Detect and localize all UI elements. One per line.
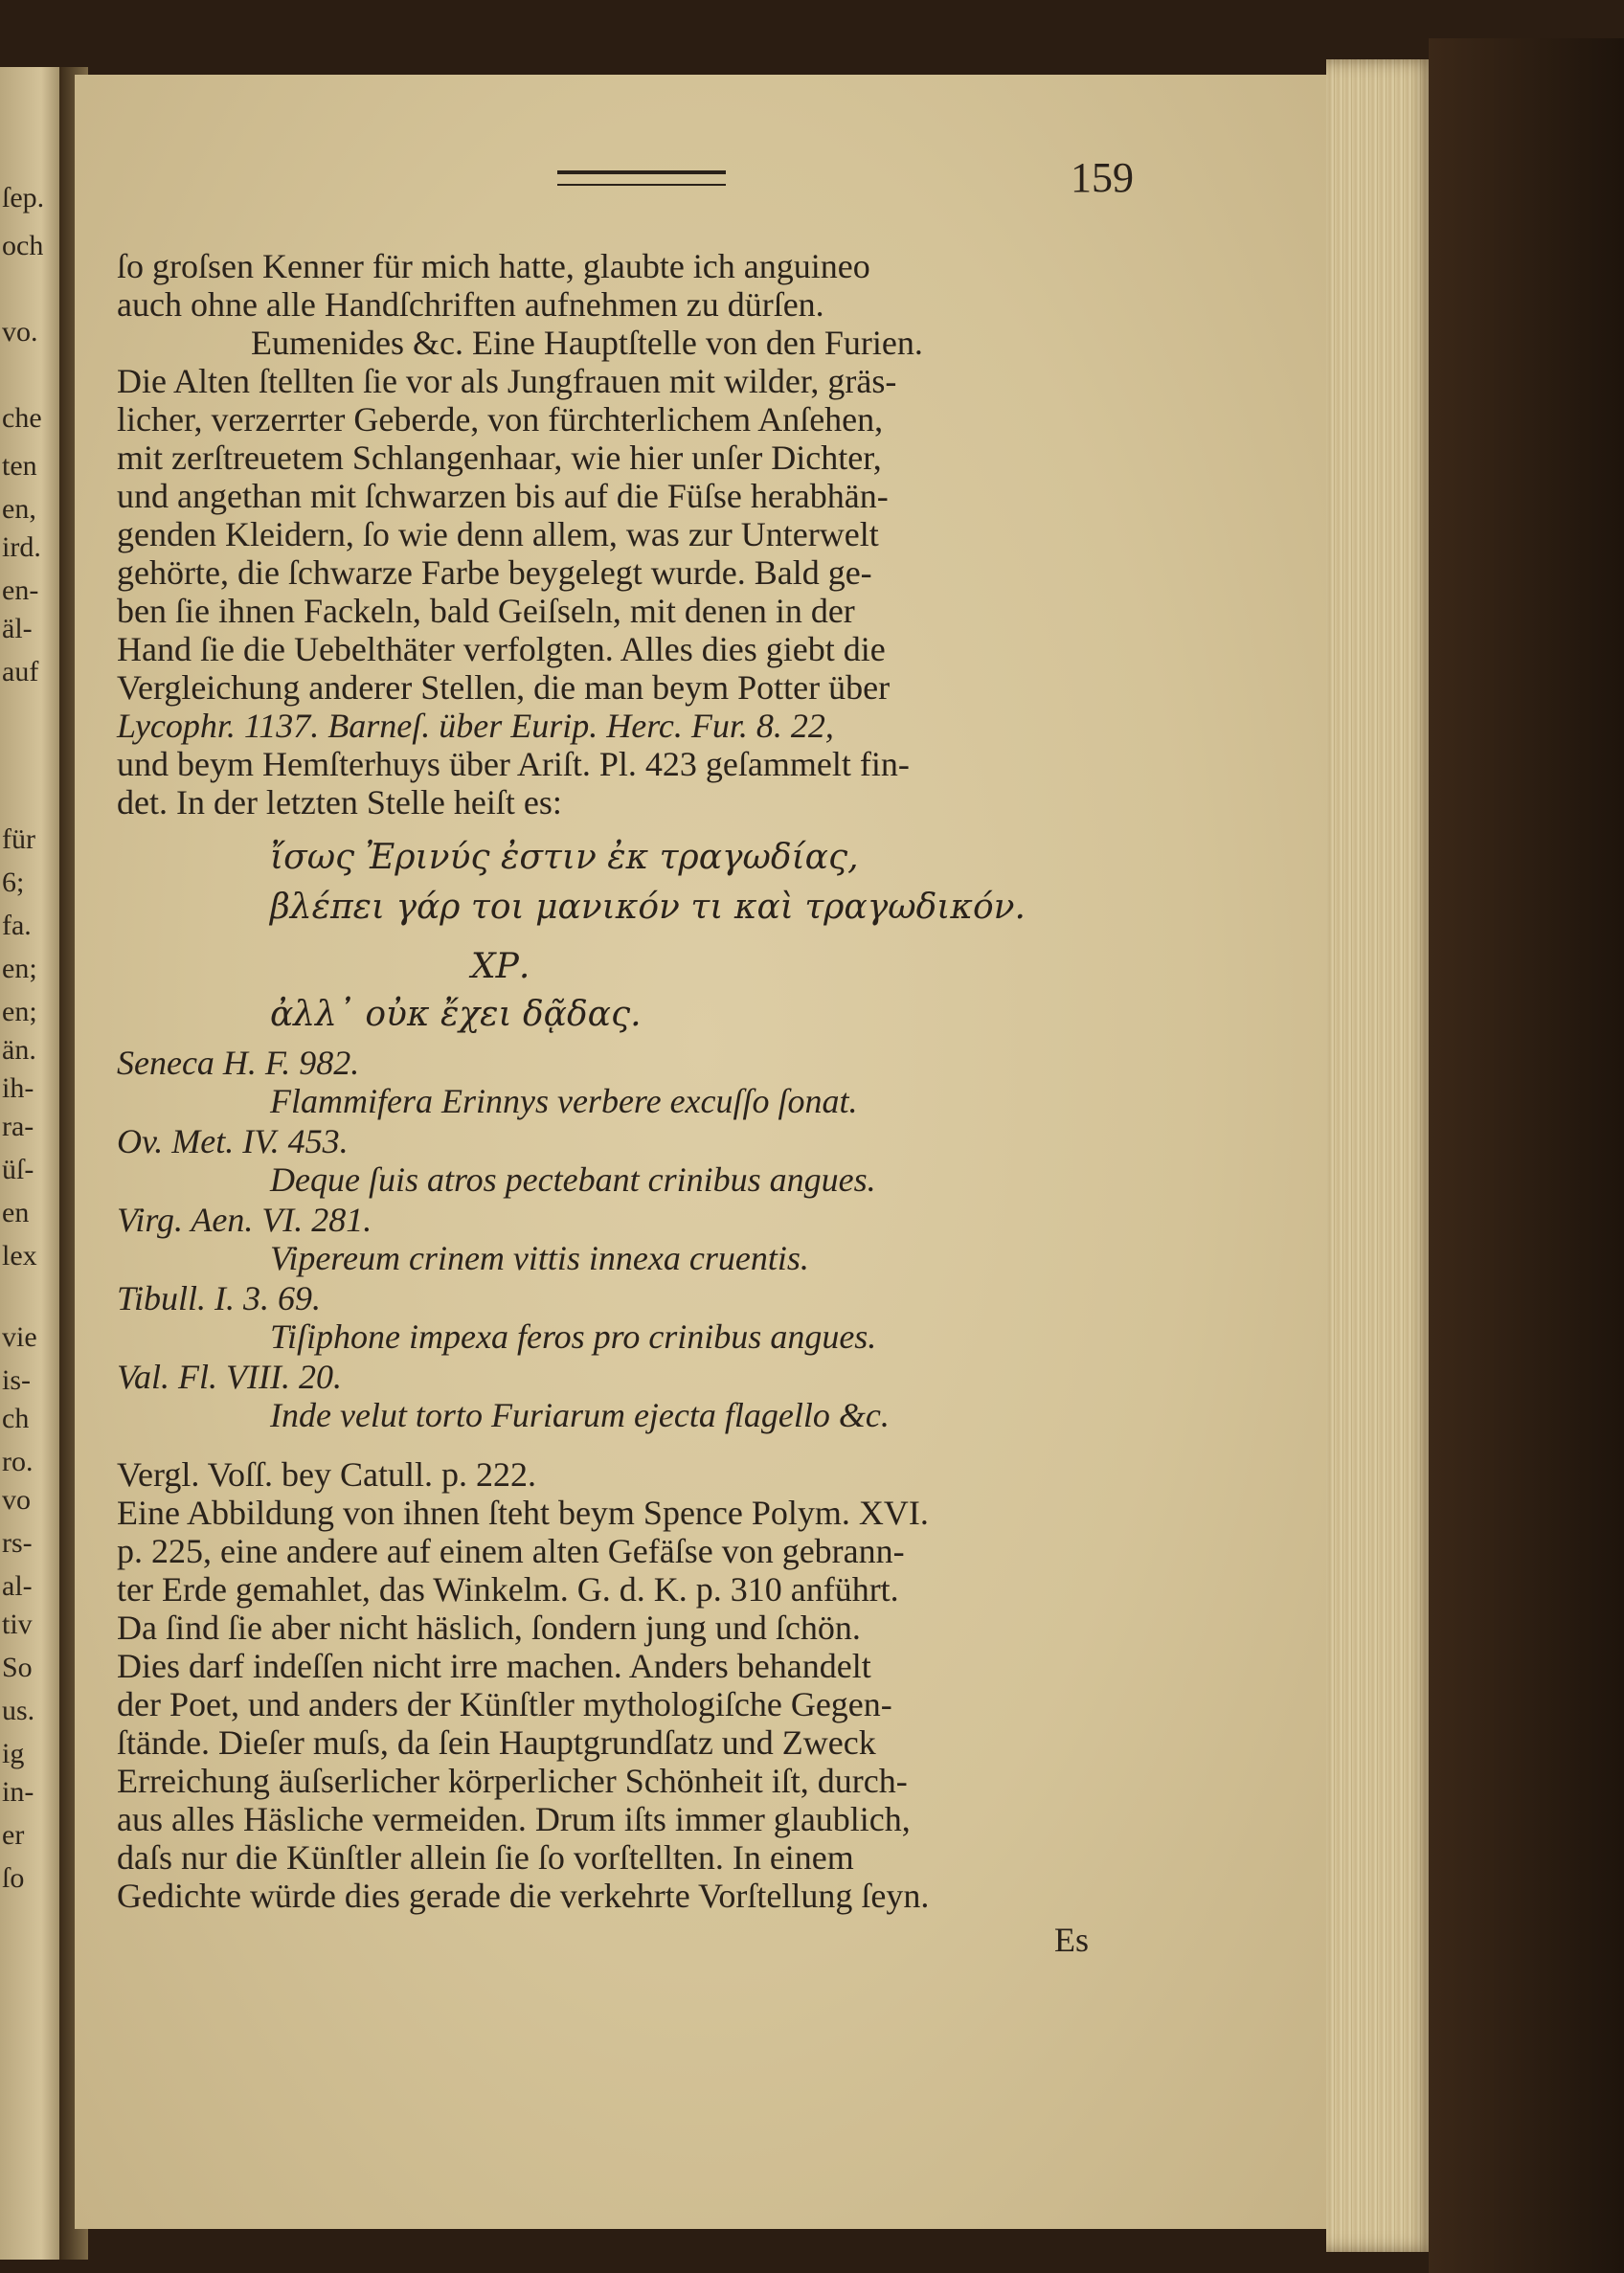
text-line: daſs nur die Künſtler allein ſie ſo vorſtellten. In einem [117,1838,854,1877]
left-page-fragment: och [2,230,44,261]
text-line: Lycophr. 1137. Barneſ. über Eurip. Herc. Fur. 8. 22, [117,707,834,745]
left-page-fragment: tiv [2,1609,33,1640]
left-page-fragment: en- [2,574,39,606]
text-line: der Poet, und anders der Künſtler mythologiſche Gegen- [117,1685,892,1723]
left-page-fragment: ſep. [2,182,45,214]
text-line: Eumenides &c. Eine Hauptſtelle von den Furien. [251,324,923,362]
text-line: auch ohne alle Handſchriften aufnehmen zu dürſen. [117,285,824,324]
left-page-fragment: ird. [2,531,41,563]
text-line: ſtände. Dieſer muſs, da ſein Hauptgrundſatz und Zweck [117,1723,876,1762]
left-page-fragment: al- [2,1570,33,1602]
text-line: Gedichte würde dies gerade die verkehrte Vorſtellung ſeyn. [117,1877,930,1915]
citation-ref: Seneca H. F. 982. [117,1044,360,1082]
left-page-fragment: er [2,1819,25,1851]
text-line: Vergl. Voſſ. bey Catull. p. 222. [117,1455,537,1494]
text-line: genden Kleidern, ſo wie denn allem, was zur Unterwelt [117,515,879,553]
citation-ref: Tibull. I. 3. 69. [117,1279,322,1317]
greek-quote-line: ἴσως Ἐρινύς ἐστιν ἐκ τραγωδίας, [270,838,859,877]
left-page-fragment: en; [2,953,37,984]
citation-quote: Tiſiphone impexa feros pro crinibus angues. [270,1317,877,1356]
left-page-fragment: ig [2,1738,25,1769]
left-page-fragment: ra- [2,1111,34,1142]
left-page-fragment: che [2,402,42,434]
left-page-fragment: vo. [2,316,38,348]
citation-quote: Flammifera Erinnys verbere excuſſo ſonat. [270,1082,858,1120]
greek-speaker: ΧΡ. [471,947,530,986]
citation-quote: Deque ſuis atros pectebant crinibus angues. [270,1160,876,1199]
citation-quote: Vipereum crinem vittis innexa cruentis. [270,1239,809,1277]
citation-quote: Inde velut torto Furiarum ejecta flagello &c. [270,1396,890,1434]
left-page-fragment: us. [2,1695,35,1726]
text-line: licher, verzerrter Geberde, von fürchterlichem Anſehen, [117,400,884,439]
text-line: Erreichung äuſserlicher körperlicher Schönheit iſt, durch- [117,1762,908,1800]
greek-quote-line: ἀλλ᾽ οὐκ ἔχει δᾷδας. [270,995,642,1034]
text-line: und beym Hemſterhuys über Ariſt. Pl. 423 geſammelt fin- [117,745,910,783]
left-page-fragment: äl- [2,613,33,644]
text-line: aus alles Häsliche vermeiden. Drum iſts immer glaublich, [117,1800,911,1838]
text-line: det. In der letzten Stelle heiſt es: [117,783,562,821]
text-line: Eine Abbildung von ihnen ſteht beym Spence Polym. XVI. [117,1494,929,1532]
left-page-fragment: So [2,1652,33,1683]
left-page-fragment: ten [2,450,37,482]
left-page-fragment: in- [2,1776,34,1808]
left-page-fragment: 6; [2,866,25,898]
text-line: Hand ſie die Uebelthäter verfolgten. Alles dies giebt die [117,630,886,668]
text-line: Vergleichung anderer Stellen, die man beym Potter über [117,668,891,707]
text-line: ben ſie ihnen Fackeln, bald Geiſseln, mit denen in der [117,592,855,630]
left-page-fragment: en, [2,493,36,525]
left-page-fragment: für [2,823,35,855]
book-cover-edge [1429,38,1624,2273]
text-line: Da ſind ſie aber nicht häslich, ſondern jung und ſchön. [117,1609,861,1647]
catchword: Es [1054,1921,1089,1959]
header-rule [557,170,726,186]
text-line: p. 225, eine andere auf einem alten Gefäſse von gebrann- [117,1532,905,1570]
left-page-fragment: än. [2,1034,36,1066]
left-page-fragment: üſ- [2,1154,34,1185]
left-page-fragment: ih- [2,1072,34,1104]
page-number: 159 [1071,154,1134,201]
text-line: mit zerſtreuetem Schlangenhaar, wie hier unſer Dichter, [117,439,882,477]
citation-ref: Ov. Met. IV. 453. [117,1122,349,1160]
greek-quote-line: βλέπει γάρ τοι μανικόν τι καὶ τραγωδικόν. [270,888,1026,927]
left-page-fragment: en [2,1197,30,1228]
citation-ref: Val. Fl. VIII. 20. [117,1358,342,1396]
text-line: Die Alten ſtellten ſie vor als Jungfrauen mit wilder, gräs- [117,362,897,400]
text-line: gehörte, die ſchwarze Farbe beygelegt wurde. Bald ge- [117,553,872,592]
left-page-fragment: vie [2,1321,37,1353]
left-page-fragment: fa. [2,910,32,941]
left-page-fragment: vo [2,1484,31,1516]
left-page-fragment: ſo [2,1862,25,1894]
left-page-fragment: lex [2,1240,37,1272]
text-line: und angethan mit ſchwarzen bis auf die Füſse herabhän- [117,477,889,515]
left-page-fragment: en; [2,996,37,1027]
left-page-fragment: ro. [2,1446,34,1477]
text-line: ſo groſsen Kenner für mich hatte, glaubte ich anguineo [117,247,870,285]
citation-ref: Virg. Aen. VI. 281. [117,1201,372,1239]
text-line: ter Erde gemahlet, das Winkelm. G. d. K. p. 310 anführt. [117,1570,899,1609]
text-line: Dies darf indeſſen nicht irre machen. Anders behandelt [117,1647,871,1685]
left-page-fragment: rs- [2,1527,33,1559]
left-page-fragment: ch [2,1403,30,1434]
page-edges [1326,59,1436,2252]
left-page-fragment: auf [2,656,39,687]
left-page-fragment: is- [2,1364,31,1396]
